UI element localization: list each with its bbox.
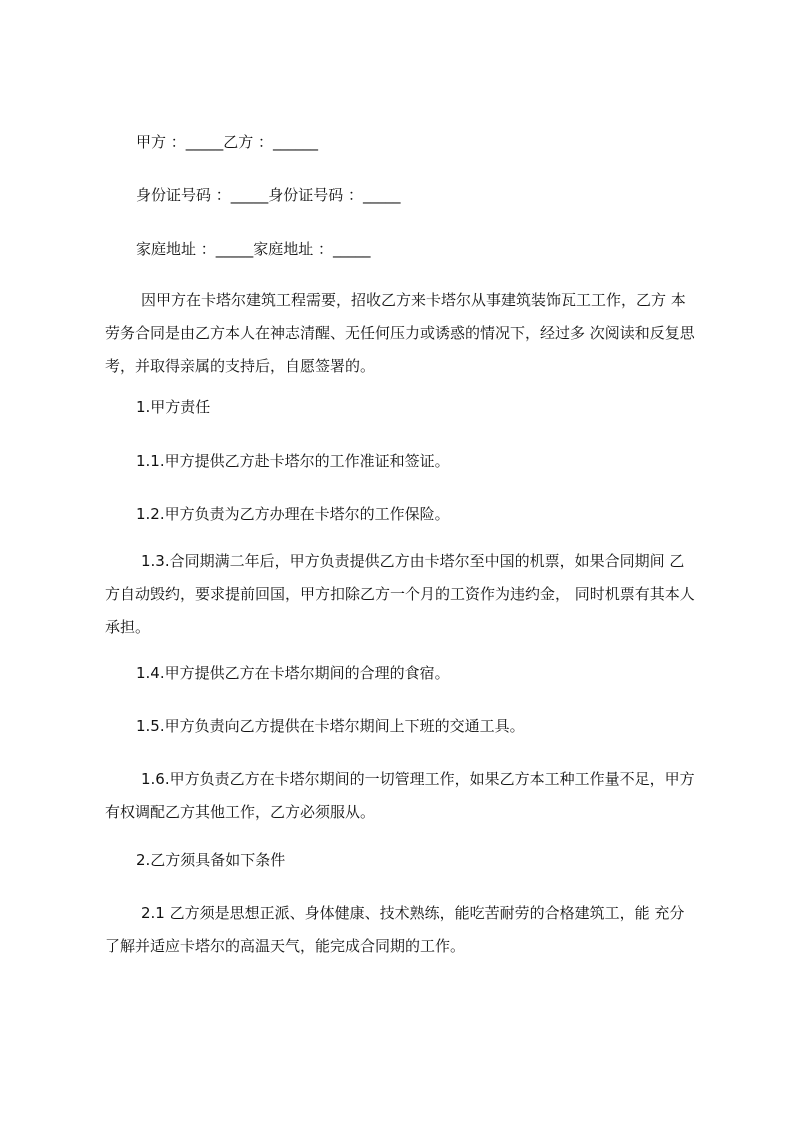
clause-1-4: 1.4.甲方提供乙方在卡塔尔期间的合理的食宿。 [136, 664, 450, 682]
clause-1-6-text: 1.6.甲方负责乙方在卡塔尔期间的一切管理工作，如果乙方本工种工作量不足，甲方有权调配乙方其他工作，乙方必须服从。 [105, 770, 695, 821]
party-names-line: 甲方 ：_____乙方 ：______ [136, 133, 319, 151]
intro-paragraph [105, 284, 695, 383]
clause-1-5: 1.5.甲方负责向乙方提供在卡塔尔期间上下班的交通工具。 [136, 717, 525, 735]
section-1-title: 1.甲方责任 [136, 398, 211, 416]
section-2-title: 2.乙方须具备如下条件 [136, 851, 286, 869]
clause-1-3-text: 1.3.合同期满二年后，甲方负责提供乙方由卡塔尔至中国的机票，如果合同期间 乙方自动毁约，要求提前回国，甲方扣除乙方一个月的工资作为违约金， 同时机票有其本人承担。 [105, 552, 695, 636]
clause-1-2: 1.2.甲方负责为乙方办理在卡塔尔的工作保险。 [136, 505, 450, 523]
clause-1-3 [105, 545, 695, 644]
clause-1-6 [105, 763, 695, 829]
clause-2-1-text: 2.1 乙方须是思想正派、身体健康、技术熟练，能吃苦耐劳的合格建筑工，能 充分了解并适应卡塔尔的高温天气，能完成合同期的工作。 [105, 904, 685, 955]
clause-1-1: 1.1.甲方提供乙方赴卡塔尔的工作准证和签证。 [136, 452, 450, 470]
intro-text: 因甲方在卡塔尔建筑工程需要，招收乙方来卡塔尔从事建筑装饰瓦工工作，乙方 本劳务合同是由乙方本人在神志清醒、无任何压力或诱惑的情况下，经过多 次阅读和反复思考，并取得亲属的支持后，自愿签署的。 [105, 291, 695, 375]
id-number-line: 身份证号码 ：_____身份证号码 ：_____ [136, 186, 401, 204]
home-address-line: 家庭地址 ：_____家庭地址 ：_____ [136, 240, 371, 258]
clause-2-1 [105, 897, 695, 963]
